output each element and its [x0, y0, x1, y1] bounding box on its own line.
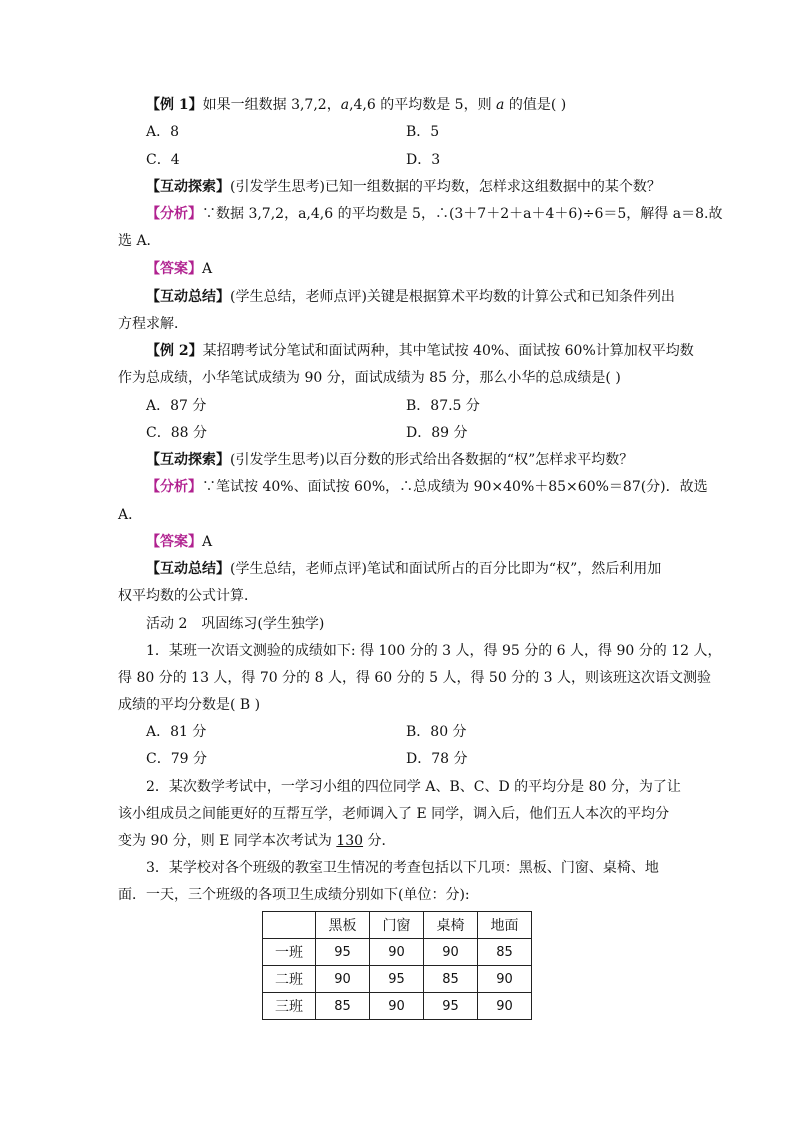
question-1-option-d: D．78 分 — [406, 751, 468, 767]
answer-2-value: A — [202, 534, 213, 550]
analysis-2-line-2: A． — [118, 507, 143, 523]
table-header-cell — [263, 912, 316, 939]
summary-2-text-1: (学生总结，老师点评)笔试和面试所占的百分比即为“权”，然后利用加 — [230, 561, 662, 577]
activity-2-title: 活动 2 巩固练习(学生独学) — [146, 616, 325, 632]
example-1-option-c: C．4 — [146, 152, 180, 168]
question-2-answer: 130 — [336, 833, 364, 849]
table-header-cell: 地面 — [478, 912, 532, 939]
question-1-option-a: A．81 分 — [146, 724, 207, 740]
question-1-line-3: 成绩的平均分数是( B ) — [118, 697, 261, 713]
table-cell: 85 — [424, 966, 478, 993]
table-row — [263, 966, 532, 993]
table-cell: 85 — [316, 993, 370, 1020]
example-1-question — [146, 95, 566, 115]
question-3-line-1: 3．某学校对各个班级的教室卫生情况的考查包括以下几项：黑板、门窗、桌椅、地 — [146, 860, 659, 876]
example-1-option-d: D．3 — [406, 152, 441, 168]
table-cell: 95 — [424, 993, 478, 1020]
example-1-text-b: ,4,6 的平均数是 5，则 — [349, 97, 497, 113]
table-header-cell: 桌椅 — [424, 912, 478, 939]
question-3-line-2: 面．一天，三个班级的各项卫生成绩分别如下(单位：分): — [118, 887, 470, 903]
row-label: 一班 — [263, 939, 316, 966]
analysis-2-label: 【分析】 — [146, 479, 202, 495]
question-2-line-3 — [118, 831, 395, 851]
analysis-1-line-2: 选 A． — [118, 233, 161, 249]
example-2-text-1: 某招聘考试分笔试和面试两种，其中笔试按 40%、面试按 60%计算加权平均数 — [202, 343, 694, 359]
explore-1-label: 【互动探索】 — [146, 179, 230, 195]
table-cell: 90 — [370, 993, 424, 1020]
example-1-var-b: a — [496, 97, 505, 113]
analysis-1-text-1: ∵数据 3,7,2，a,4,6 的平均数是 5，∴(3＋7＋2＋a＋4＋6)÷6＝5，解得 a＝8.故 — [202, 206, 723, 222]
explore-2-label: 【互动探索】 — [146, 452, 230, 468]
summary-1-text-1: (学生总结，老师点评)关键是根据算术平均数的计算公式和已知条件列出 — [230, 289, 675, 305]
question-1-line-1: 1．某班一次语文测验的成绩如下: 得 100 分的 3 人，得 95 分的 6 人，得 90 分的 12 人， — [146, 643, 722, 659]
example-1-var-a: a — [340, 97, 350, 113]
question-2-line-1: 2．某次数学考试中，一学习小组的四位同学 A、B、C、D 的平均分是 80 分，为了让 — [146, 779, 681, 795]
summary-2-label: 【互动总结】 — [146, 561, 230, 577]
table-row — [263, 939, 532, 966]
question-2-text-3b: 分． — [363, 833, 396, 849]
table-cell: 90 — [370, 939, 424, 966]
table-cell: 95 — [370, 966, 424, 993]
summary-2-line-2: 权平均数的公式计算． — [118, 588, 258, 604]
table-cell: 85 — [478, 939, 532, 966]
summary-1-line-2: 方程求解． — [118, 316, 188, 332]
analysis-2-line-1 — [146, 477, 708, 497]
example-1-option-b: B．5 — [406, 124, 440, 140]
table-header-cell: 黑板 — [316, 912, 370, 939]
hygiene-score-table — [262, 911, 532, 1020]
summary-1-label: 【互动总结】 — [146, 289, 230, 305]
example-2-option-c: C．88 分 — [146, 425, 207, 441]
row-label: 二班 — [263, 966, 316, 993]
row-label: 三班 — [263, 993, 316, 1020]
example-2-line-1 — [146, 341, 694, 361]
answer-1-value: A — [202, 261, 213, 277]
table-cell: 90 — [316, 966, 370, 993]
example-1-option-a: A．8 — [146, 124, 180, 140]
example-2-line-2: 作为总成绩，小华笔试成绩为 90 分，面试成绩为 85 分，那么小华的总成绩是( ) — [118, 370, 621, 386]
question-1-option-c: C．79 分 — [146, 751, 207, 767]
explore-2-text: (引发学生思考)以百分数的形式给出各数据的“权”怎样求平均数？ — [230, 452, 634, 468]
table-row — [263, 993, 532, 1020]
table-cell: 90 — [478, 993, 532, 1020]
summary-1-line-1 — [146, 287, 675, 307]
example-1-label: 【例 1】 — [146, 97, 203, 113]
example-1-text-a: 如果一组数据 3,7,2， — [202, 97, 341, 113]
answer-2-label: 【答案】 — [146, 534, 202, 550]
analysis-1-line-1 — [146, 204, 722, 224]
answer-1-label: 【答案】 — [146, 261, 202, 277]
example-2-option-a: A．87 分 — [146, 398, 207, 414]
table-header-cell: 门窗 — [370, 912, 424, 939]
explore-1-text: (引发学生思考)已知一组数据的平均数，怎样求这组数据中的某个数？ — [230, 179, 661, 195]
explore-2 — [146, 450, 633, 470]
question-2-text-3a: 变为 90 分，则 E 同学本次考试为 — [118, 833, 337, 849]
example-2-option-d: D．89 分 — [406, 425, 468, 441]
explore-1 — [146, 177, 661, 197]
table-cell: 90 — [424, 939, 478, 966]
answer-1 — [146, 259, 212, 279]
question-2-line-2: 该小组成员之间能更好的互帮互学，老师调入了 E 同学，调入后，他们五人本次的平均分 — [118, 806, 670, 822]
summary-2-line-1 — [146, 559, 661, 579]
table-cell: 90 — [478, 966, 532, 993]
table-cell: 95 — [316, 939, 370, 966]
question-1-line-2: 得 80 分的 13 人，得 70 分的 8 人，得 60 分的 5 人，得 50 分的 3 人，则该班这次语文测验 — [118, 670, 711, 686]
example-2-label: 【例 2】 — [146, 343, 203, 359]
table-header-row — [263, 912, 532, 939]
analysis-1-label: 【分析】 — [146, 206, 202, 222]
answer-2 — [146, 532, 212, 552]
question-1-option-b: B．80 分 — [406, 724, 467, 740]
example-2-option-b: B．87.5 分 — [406, 398, 480, 414]
example-1-text-c: 的值是( ) — [504, 97, 567, 113]
analysis-2-text-1: ∵笔试按 40%、面试按 60%，∴总成绩为 90×40%＋85×60%＝87(分)．故选 — [202, 479, 708, 495]
